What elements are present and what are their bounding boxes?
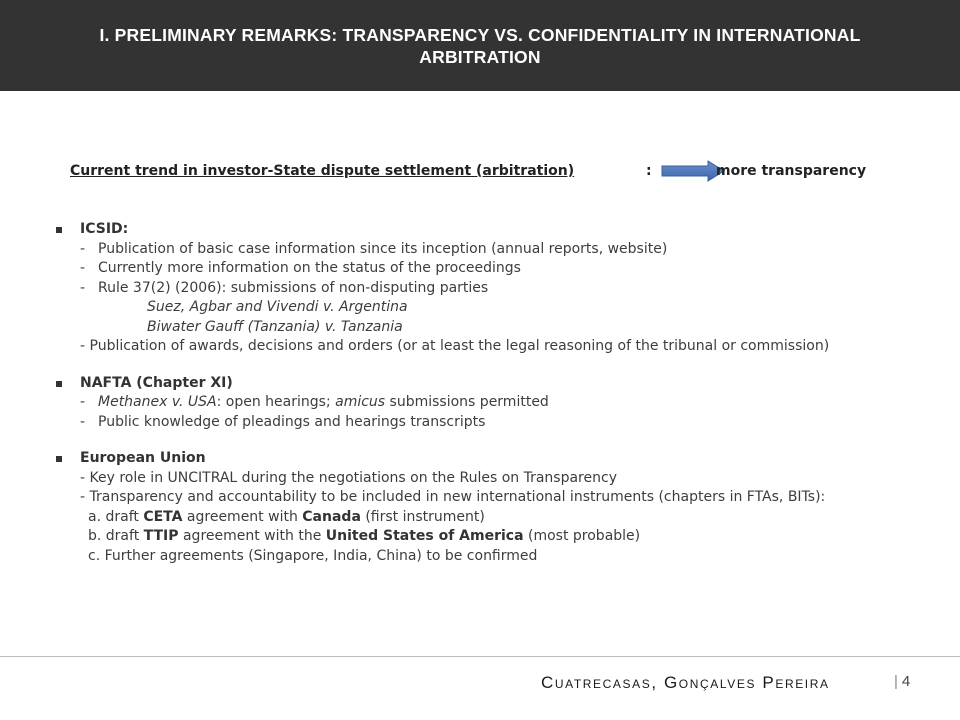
footer-divider <box>0 656 960 657</box>
section-heading: ICSID: <box>80 221 129 237</box>
list-item: - Rule 37(2) (2006): submissions of non-disputing parties <box>80 279 489 296</box>
list-item: - Currently more information on the status of the proceedings <box>80 260 521 276</box>
list-item: c. Further agreements (Singapore, India, China) to be confirmed <box>88 547 538 564</box>
slide-header <box>0 0 960 91</box>
section-heading: European Union <box>80 450 206 466</box>
firm-logo: Cuatrecasas, Gonçalves Pereira <box>541 673 830 692</box>
slide-title: I. PRELIMINARY REMARKS: TRANSPARENCY VS. CONFIDENTIALITY IN INTERNATIONAL ARBITRATION <box>99 24 861 67</box>
square-bullet-icon <box>56 227 62 233</box>
list-item: b. draft TTIP agreement with the United States of America (most probable) <box>88 528 641 544</box>
square-bullet-icon <box>56 381 62 387</box>
case-name: Biwater Gauff (Tanzania) v. Tanzania <box>147 318 403 335</box>
list-item: a. draft CETA agreement with Canada (first instrument) <box>88 508 485 525</box>
nafta-section <box>56 374 905 433</box>
list-item: - Publication of awards, decisions and orders (or at least the legal reasoning of the tribunal or commission) <box>80 338 830 354</box>
list-item: - Key role in UNCITRAL during the negotiations on the Rules on Transparency <box>80 469 617 486</box>
list-item: - Transparency and accountability to be included in new international instruments (chapters in FTAs, BITs): <box>80 489 826 505</box>
slide-body <box>56 220 905 583</box>
case-name: Suez, Agbar and Vivendi v. Argentina <box>147 299 408 315</box>
trend-label: Current trend in investor-State dispute settlement (arbitration) <box>70 163 575 179</box>
icsid-section <box>56 220 905 357</box>
square-bullet-icon <box>56 456 62 462</box>
trend-result: more transparency <box>716 163 867 179</box>
eu-section <box>56 449 905 566</box>
section-heading: NAFTA (Chapter XI) <box>80 374 233 391</box>
trend-colon: : <box>646 163 652 179</box>
list-item: - Methanex v. USA: open hearings; amicus submissions permitted <box>80 394 549 410</box>
trend-statement <box>70 160 890 186</box>
list-item: - Publication of basic case information since its inception (annual reports, website) <box>80 240 668 257</box>
list-item: - Public knowledge of pleadings and hearings transcripts <box>80 413 486 430</box>
page-number: | 4 <box>894 673 911 690</box>
